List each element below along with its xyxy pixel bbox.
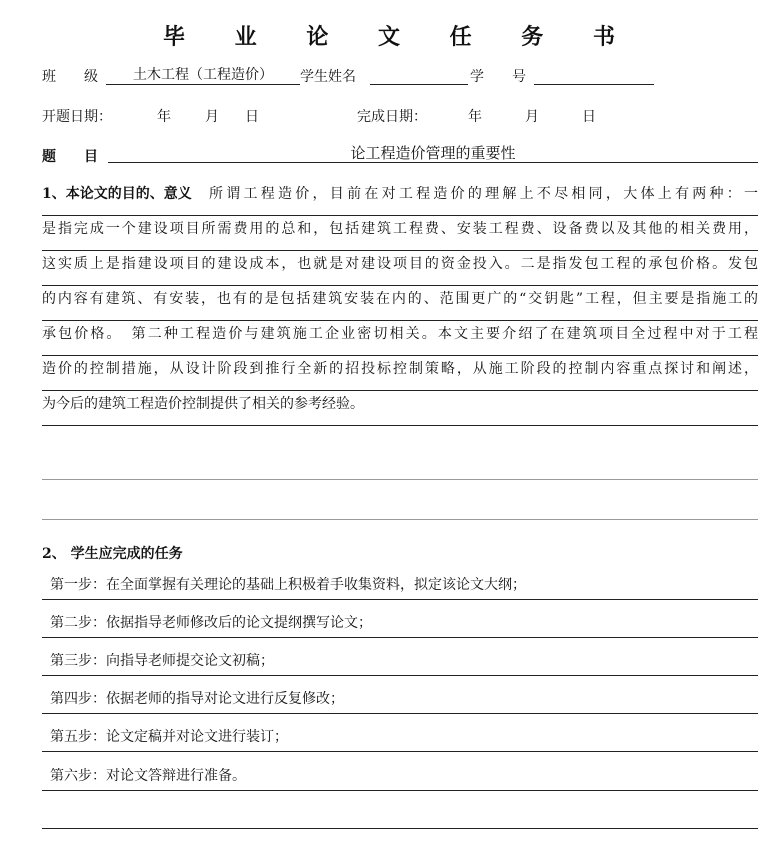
purpose-line bbox=[42, 181, 758, 216]
student-id-field bbox=[534, 66, 654, 85]
student-name-label: 学生姓名 bbox=[300, 69, 356, 85]
purpose-line: 是指完成一个建设项目所需费用的总和，包括建筑工程费、安装工程费、设备费以及其他的相关费用， bbox=[42, 216, 758, 251]
blank-rule bbox=[42, 479, 758, 480]
purpose-line: 造价的控制措施，从设计阶段到推行全新的招投标控制策略，从施工阶段的控制内容重点探讨和阐述， bbox=[42, 356, 758, 391]
purpose-line: 的内容有建筑、有安装，也有的是包括建筑安装在内的、范围更广的“交钥匙”工程，但主要是指施工的 bbox=[42, 286, 758, 321]
task-step: 第一步：在全面掌握有关理论的基础上积极着手收集资料，拟定该论文大纲； bbox=[42, 574, 758, 600]
document-title: 毕 业 论 文 任 务 书 bbox=[163, 24, 636, 50]
topic-label: 题 目 bbox=[42, 149, 98, 165]
purpose-line: 承包价格。 第二种工程造价与建筑施工企业密切相关。本文主要介绍了在建筑项目全过程中对于工程 bbox=[42, 321, 758, 356]
purpose-section bbox=[42, 181, 758, 426]
blank-rule bbox=[42, 519, 758, 520]
task-step: 第二步：依据指导老师修改后的论文提纲撰写论文； bbox=[42, 612, 758, 638]
end-year: 年 bbox=[468, 109, 482, 125]
start-date-label: 开题日期： bbox=[42, 109, 112, 125]
task-step: 第三步：向指导老师提交论文初稿； bbox=[42, 650, 758, 676]
topic-value: 论工程造价管理的重要性 bbox=[108, 144, 758, 163]
start-year: 年 bbox=[157, 109, 171, 125]
purpose-heading: 1、本论文的目的、意义 bbox=[42, 186, 192, 202]
task-step: 第六步：对论文答辩进行准备。 bbox=[42, 765, 758, 791]
task-step: 第五步：论文定稿并对论文进行装订； bbox=[42, 726, 758, 752]
purpose-line: 这实质上是指建设项目的建设成本，也就是对建设项目的资金投入。二是指发包工程的承包价格。发包 bbox=[42, 251, 758, 286]
start-day: 日 bbox=[245, 109, 259, 125]
tasks-heading: 2、 学生应完成的任务 bbox=[42, 546, 183, 562]
blank-rule bbox=[42, 828, 758, 829]
start-month: 月 bbox=[205, 109, 219, 125]
task-step: 第四步：依据老师的指导对论文进行反复修改； bbox=[42, 688, 758, 714]
purpose-line: 为今后的建筑工程造价控制提供了相关的参考经验。 bbox=[42, 391, 758, 426]
student-id-label: 学 号 bbox=[470, 69, 526, 85]
class-value: 土木工程（工程造价） bbox=[106, 66, 300, 85]
class-label: 班 级 bbox=[42, 69, 98, 85]
purpose-text: 所谓工程造价，目前在对工程造价的理解上不尽相同，大体上有两种：一 bbox=[205, 186, 758, 202]
end-date-label: 完成日期： bbox=[357, 109, 427, 125]
end-month: 月 bbox=[525, 109, 539, 125]
end-day: 日 bbox=[582, 109, 596, 125]
student-name-field bbox=[370, 66, 468, 85]
